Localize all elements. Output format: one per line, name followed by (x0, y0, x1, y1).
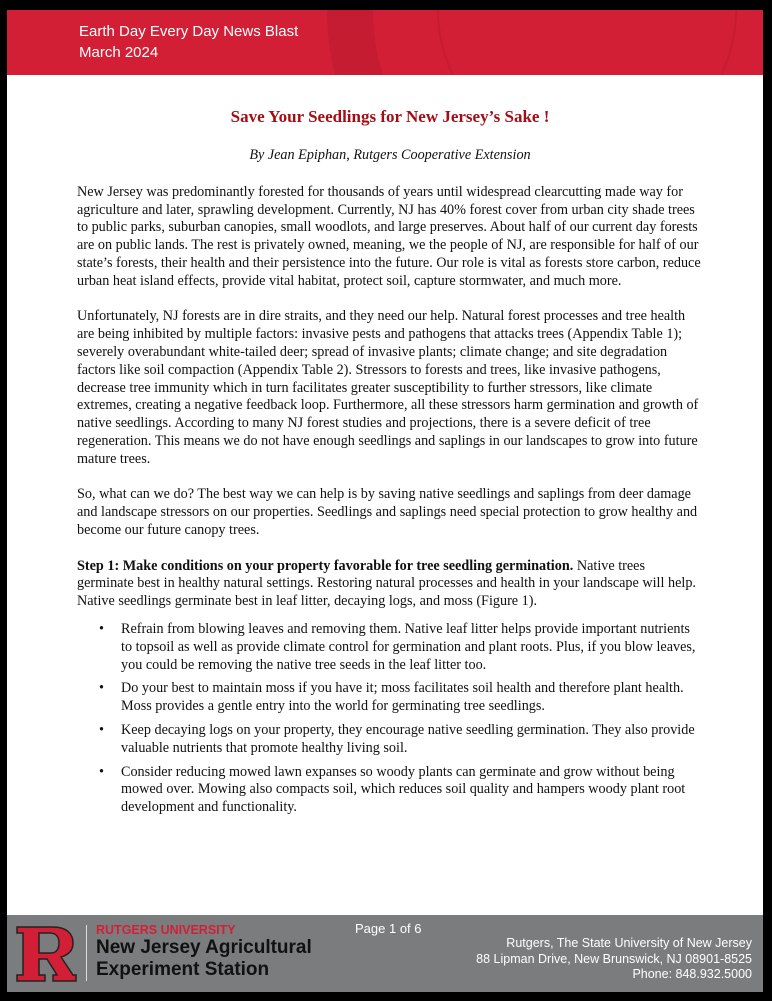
page-number: Page 1 of 6 (355, 921, 422, 936)
address-line-1: Rutgers, The State University of New Jersey (506, 936, 752, 950)
paragraph-what-can-we-do: So, what can we do? The best way we can help is by saving native seedlings and saplings from deer damage and landscape stressors on our properties. Seedlings and saplings need special protection to grow healthy and become our future canopy trees. (77, 486, 698, 538)
article-body (77, 106, 703, 823)
newsletter-name: Earth Day Every Day News Blast (79, 23, 299, 40)
list-item-text: Refrain from blowing leaves and removing them. Native leaf litter helps provide important nutrients to topsoil as well as provide climate control for germination and plant roots. Plus, if you blow leaves, you could be removing the native tree seeds in the leaf litter too. (121, 620, 696, 673)
document-page (7, 10, 763, 992)
station-name-line-1: New Jersey Agricultural (96, 937, 312, 958)
phone-number: Phone: 848.932.5000 (632, 967, 752, 981)
paragraph-threats: Unfortunately, NJ forests are in dire straits, and they need our help. Natural forest processes and tree health are being inhibited by multiple factors: invasive pests and pathogens that attacks trees (Appendix Table 1); severely overabundant white-tailed deer; spread of invasive plants; climate change; and site degradation factors like soil compaction (Appendix Table 2). Stressors to forests and trees, like invasive pathogens, decrease tree immunity which in turn facilitates greater susceptibility to further stressors, like climate extremes, creating a negative feedback loop. Furthermore, all these stressors harm germination and growth of native seedlings. According to many NJ forest studies and projections, there is a severe deficit of tree regeneration. This means we do not have enough seedlings and saplings in our landscapes to grow into future mature trees. (77, 308, 699, 467)
bullet-icon: • (99, 620, 104, 637)
list-item-text: Keep decaying logs on your property, they encourage native seedling germination. They also provide valuable nutrients that promote healthy living soil. (121, 721, 695, 756)
newsletter-date: March 2024 (79, 44, 159, 61)
university-seal-inner-ring (437, 10, 737, 75)
university-name: RUTGERS UNIVERSITY (96, 923, 236, 937)
list-item (99, 680, 703, 716)
contact-address (476, 936, 752, 983)
bullet-icon: • (99, 721, 104, 738)
paragraph-step-1 (77, 558, 703, 611)
list-item-text: Do your best to maintain moss if you have it; moss facilitates soil health and therefore plant health. Moss provides a gentle entry into the world for germinating tree seedlings. (121, 680, 684, 715)
step-1-bullet-list (77, 621, 703, 817)
station-name (96, 937, 312, 981)
list-item (99, 620, 703, 674)
bullet-icon: • (99, 680, 104, 697)
list-item (99, 721, 703, 758)
article-title: Save Your Seedlings for New Jersey’s Sake ! (230, 107, 550, 126)
list-item (99, 763, 703, 817)
header-text (79, 21, 298, 63)
newsletter-header (7, 10, 763, 75)
station-name-line-2: Experiment Station (96, 959, 270, 980)
address-line-2: 88 Lipman Drive, New Brunswick, NJ 08901-8525 (476, 951, 752, 966)
bullet-icon: • (99, 763, 104, 780)
list-item-text: Consider reducing mowed lawn expanses so woody plants can germinate and grow without being mowed over. Mowing also compacts soil, which reduces soil quality and hampers woody plant root development and functionality. (121, 763, 686, 816)
page-footer (7, 915, 763, 992)
logo-divider (86, 925, 87, 981)
rutgers-r-logo-icon (15, 923, 77, 983)
article-byline: By Jean Epiphan, Rutgers Cooperative Extension (249, 147, 531, 163)
paragraph-intro: New Jersey was predominantly forested for thousands of years until widespread clearcutting made way for agriculture and later, sprawling development. Currently, NJ has 40% forest cover from urban city shade trees to public parks, suburban canopies, small woodlots, and large preserves. About half of our current day forests are on public lands. The rest is privately owned, meaning, we the people of NJ, are responsible for half of our state’s forests, their health and their persistence into the future. Our role is vital as forests store carbon, reduce urban heat island effects, provide vital habitat, protect soil, capture stormwater, and much more. (77, 183, 701, 289)
step-1-heading: Step 1: Make conditions on your property favorable for tree seedling germination. (77, 557, 574, 574)
step-1-text: Native trees germinate best in healthy natural settings. Restoring natural processes and health in your landscape will help. Native seedlings germinate best in leaf litter, decaying logs, and moss (Figure 1). (77, 557, 696, 610)
